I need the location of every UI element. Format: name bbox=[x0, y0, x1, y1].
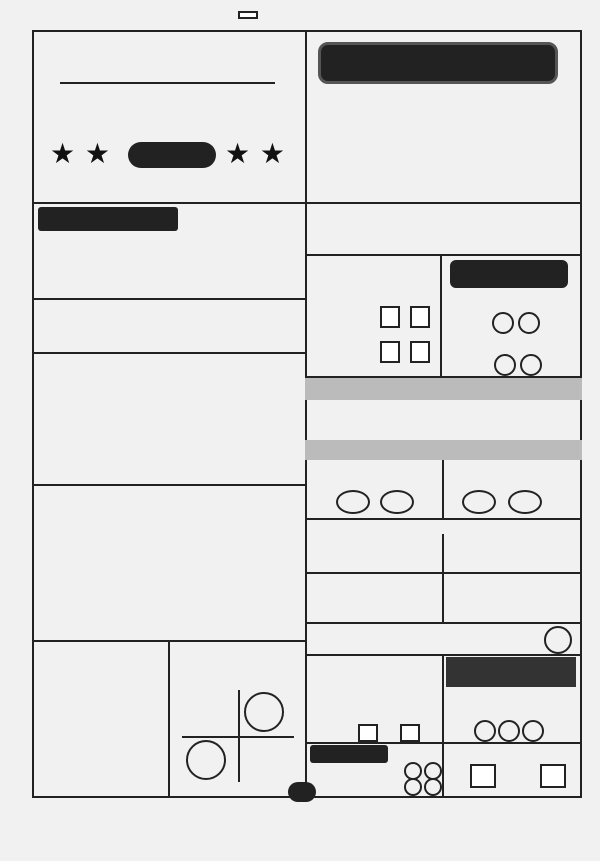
divider bbox=[442, 742, 582, 744]
divider bbox=[305, 254, 582, 256]
yotsri-box bbox=[446, 657, 576, 687]
divider-v bbox=[442, 654, 444, 798]
jaringjai-circle bbox=[462, 490, 496, 514]
yotsri-circle bbox=[474, 720, 496, 742]
divider bbox=[32, 484, 306, 486]
duang-title bbox=[38, 207, 178, 231]
ahamad-cell-circled bbox=[244, 692, 284, 732]
divider-v bbox=[442, 460, 444, 518]
divider bbox=[305, 622, 582, 624]
ahamad-cell-circled bbox=[186, 740, 226, 780]
jaringjai-circle bbox=[336, 490, 370, 514]
petch-title bbox=[305, 378, 582, 400]
yotsri-circle bbox=[522, 720, 544, 742]
lunjarern-title bbox=[310, 745, 388, 763]
lunjarern-circle bbox=[424, 778, 442, 796]
divider bbox=[305, 742, 443, 744]
apinya-box bbox=[410, 341, 430, 363]
huaymaen-title bbox=[318, 42, 558, 84]
star-icon: ★ ★ bbox=[50, 137, 110, 170]
pojon-circle bbox=[494, 354, 516, 376]
jaringjai-circle bbox=[508, 490, 542, 514]
huaydee-badge bbox=[128, 142, 216, 168]
yotsri-circle bbox=[498, 720, 520, 742]
rawang-box bbox=[470, 764, 496, 788]
pojon-circle bbox=[518, 312, 540, 334]
apinya-box bbox=[380, 341, 400, 363]
rawang-box bbox=[540, 764, 566, 788]
sijut-box bbox=[400, 724, 420, 742]
apinya-box bbox=[410, 306, 430, 328]
page-number bbox=[288, 782, 316, 802]
khunphan-circle bbox=[544, 626, 572, 654]
star-icon: ★ ★ bbox=[225, 137, 285, 170]
divider-v bbox=[442, 534, 444, 622]
center-divider bbox=[305, 30, 307, 798]
jaringjai-title bbox=[305, 440, 582, 460]
divider bbox=[32, 298, 306, 300]
divider bbox=[305, 518, 582, 520]
divider bbox=[305, 202, 582, 204]
pojon-title bbox=[450, 260, 568, 288]
brand-title bbox=[238, 11, 258, 19]
pojon-circle bbox=[520, 354, 542, 376]
divider bbox=[32, 352, 306, 354]
jaringjai-circle bbox=[380, 490, 414, 514]
grid-line bbox=[182, 736, 294, 738]
apinya-box bbox=[380, 306, 400, 328]
sijut-box bbox=[358, 724, 378, 742]
divider-v bbox=[440, 254, 442, 376]
divider bbox=[305, 572, 582, 574]
lunjarern-circle bbox=[404, 778, 422, 796]
divider-v bbox=[168, 640, 170, 798]
title-underline bbox=[60, 82, 275, 84]
pojon-circle bbox=[492, 312, 514, 334]
divider bbox=[32, 202, 306, 204]
